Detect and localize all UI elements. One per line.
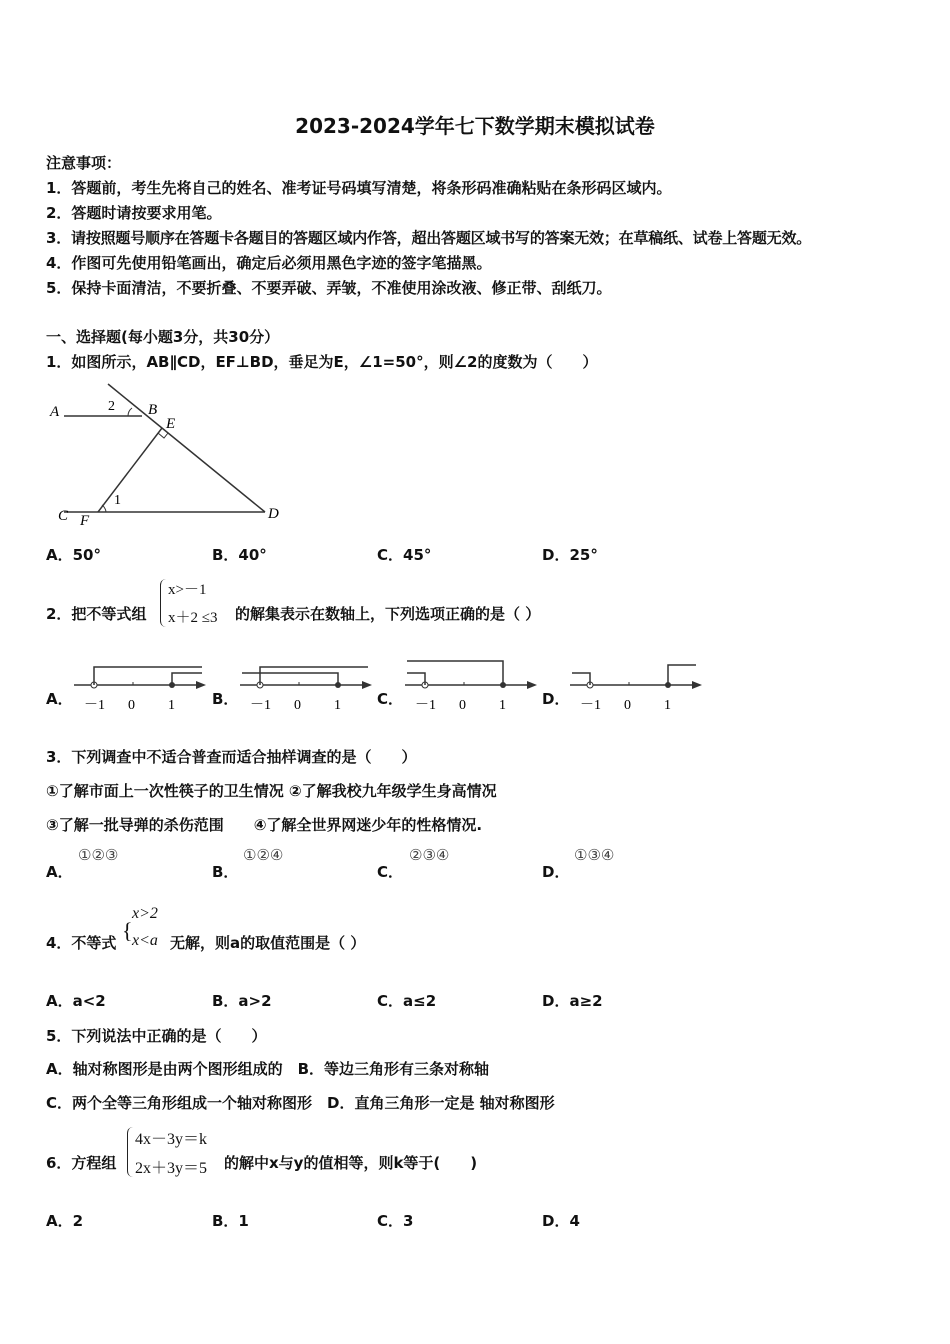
fig-label-b: B [148, 402, 158, 418]
tick-neg1: －1 [250, 698, 271, 713]
fig-label-c: C [58, 508, 69, 524]
q3-option-a-value[interactable]: ①②③ [78, 846, 119, 864]
q3-option-d-value[interactable]: ①③④ [574, 846, 615, 864]
q1-text: 1．如图所示，AB∥CD，EF⊥BD，垂足为E，∠1=50°，则∠2的度数为（ ） [46, 353, 598, 371]
section-heading: 一、选择题(每小题3分，共30分） [46, 328, 280, 346]
q2-sys-line-1: x>－1 [168, 582, 207, 598]
q2-option-c-number-line[interactable] [401, 655, 541, 715]
q5-options-line-1[interactable]: A．轴对称图形是由两个图形组成的 B．等边三角形有三条对称轴 [46, 1060, 490, 1078]
notice-item-2: 2．答题时请按要求用笔。 [46, 204, 222, 222]
q6-option-b[interactable]: B．1 [212, 1212, 249, 1230]
tick-1: 1 [334, 698, 341, 713]
tick-0: 0 [624, 698, 631, 713]
notice-item-4: 4．作图可先使用铅笔画出，确定后必须用黑色字迹的签字笔描黑。 [46, 254, 492, 272]
q2-prefix: 2．把不等式组 [46, 605, 147, 623]
q6-prefix: 6．方程组 [46, 1154, 117, 1172]
q4-sys-line-2: x<a [132, 932, 158, 949]
q3-option-b-letter[interactable]: B． [212, 863, 239, 881]
tick-1: 1 [664, 698, 671, 713]
q3-line-2: ③了解一批导弹的杀伤范围 ④了解全世界网迷少年的性格情况. [46, 816, 483, 834]
q1-geometry-figure [46, 380, 296, 530]
fig-label-e: E [166, 416, 176, 432]
q2-option-a-letter[interactable]: A． [46, 690, 73, 708]
q2-option-b-letter[interactable]: B． [212, 690, 239, 708]
q2-suffix: 的解集表示在数轴上，下列选项正确的是（ ） [235, 605, 541, 623]
notice-item-3: 3．请按照题号顺序在答题卡各题目的答题区域内作答，超出答题区域书写的答案无效；在草稿纸、试卷上答题无效。 [46, 229, 812, 247]
tick-neg1: －1 [84, 698, 105, 713]
q3-line-1: ①了解市面上一次性筷子的卫生情况 ②了解我校九年级学生身高情况 [46, 782, 497, 800]
tick-neg1: －1 [415, 698, 436, 713]
q3-option-c-value[interactable]: ②③④ [409, 846, 450, 864]
fig-angle-1: 1 [114, 493, 121, 508]
q1-option-d[interactable]: D．25° [542, 546, 598, 564]
q1-option-c[interactable]: C．45° [377, 546, 432, 564]
q4-option-b[interactable]: B．a>2 [212, 992, 272, 1010]
q3-option-c-letter[interactable]: C． [377, 863, 404, 881]
q2-option-a-number-line[interactable] [70, 655, 210, 715]
q2-option-b-number-line[interactable] [236, 655, 376, 715]
tick-0: 0 [294, 698, 301, 713]
q6-sys-line-1: 4x－3y＝k [135, 1131, 208, 1148]
q3-option-d-letter[interactable]: D． [542, 863, 570, 881]
tick-0: 0 [128, 698, 135, 713]
notice-item-1: 1．答题前，考生先将自己的姓名、准考证号码填写清楚，将条形码准确粘贴在条形码区域内。 [46, 179, 672, 197]
q3-option-a-letter[interactable]: A． [46, 863, 73, 881]
fig-angle-2: 2 [108, 399, 115, 414]
q6-system-brace [127, 1127, 134, 1177]
notice-item-5: 5．保持卡面清洁，不要折叠、不要弄破、弄皱，不准使用涂改液、修正带、刮纸刀。 [46, 279, 612, 297]
q4-option-a[interactable]: A．a<2 [46, 992, 106, 1010]
q3-text: 3．下列调查中不适合普查而适合抽样调查的是（ ） [46, 748, 417, 766]
q2-sys-line-2: x＋2 ≤3 [168, 610, 218, 626]
q2-option-d-number-line[interactable] [566, 655, 706, 715]
fig-label-d: D [268, 506, 279, 522]
q4-suffix: 无解，则a的取值范围是（ ） [170, 934, 366, 952]
tick-0: 0 [459, 698, 466, 713]
tick-1: 1 [499, 698, 506, 713]
q6-suffix: 的解中x与y的值相等，则k等于( ) [224, 1154, 478, 1172]
notice-heading: 注意事项： [46, 154, 122, 172]
q6-option-c[interactable]: C．3 [377, 1212, 414, 1230]
fig-label-f: F [80, 513, 90, 529]
q4-prefix: 4．不等式 [46, 934, 117, 952]
q6-option-a[interactable]: A．2 [46, 1212, 84, 1230]
q2-option-d-letter[interactable]: D． [542, 690, 570, 708]
q4-sys-line-1: x>2 [132, 905, 158, 922]
q4-option-d[interactable]: D．a≥2 [542, 992, 603, 1010]
q1-option-a[interactable]: A．50° [46, 546, 101, 564]
fig-label-a: A [50, 404, 60, 420]
q5-options-line-2[interactable]: C．两个全等三角形组成一个轴对称图形 D．直角三角形一定是 轴对称图形 [46, 1094, 555, 1112]
tick-1: 1 [168, 698, 175, 713]
q2-option-c-letter[interactable]: C． [377, 690, 404, 708]
q3-option-b-value[interactable]: ①②④ [243, 846, 284, 864]
q5-text: 5．下列说法中正确的是（ ） [46, 1027, 267, 1045]
q4-option-c[interactable]: C．a≤2 [377, 992, 437, 1010]
tick-neg1: －1 [580, 698, 601, 713]
q2-system-brace [160, 579, 167, 627]
page-title: 2023-2024学年七下数学期末模拟试卷 [295, 114, 655, 138]
q6-option-d[interactable]: D．4 [542, 1212, 580, 1230]
q4-brace-glyph: { [122, 918, 133, 943]
q6-sys-line-2: 2x＋3y＝5 [135, 1160, 208, 1177]
q1-option-b[interactable]: B．40° [212, 546, 267, 564]
